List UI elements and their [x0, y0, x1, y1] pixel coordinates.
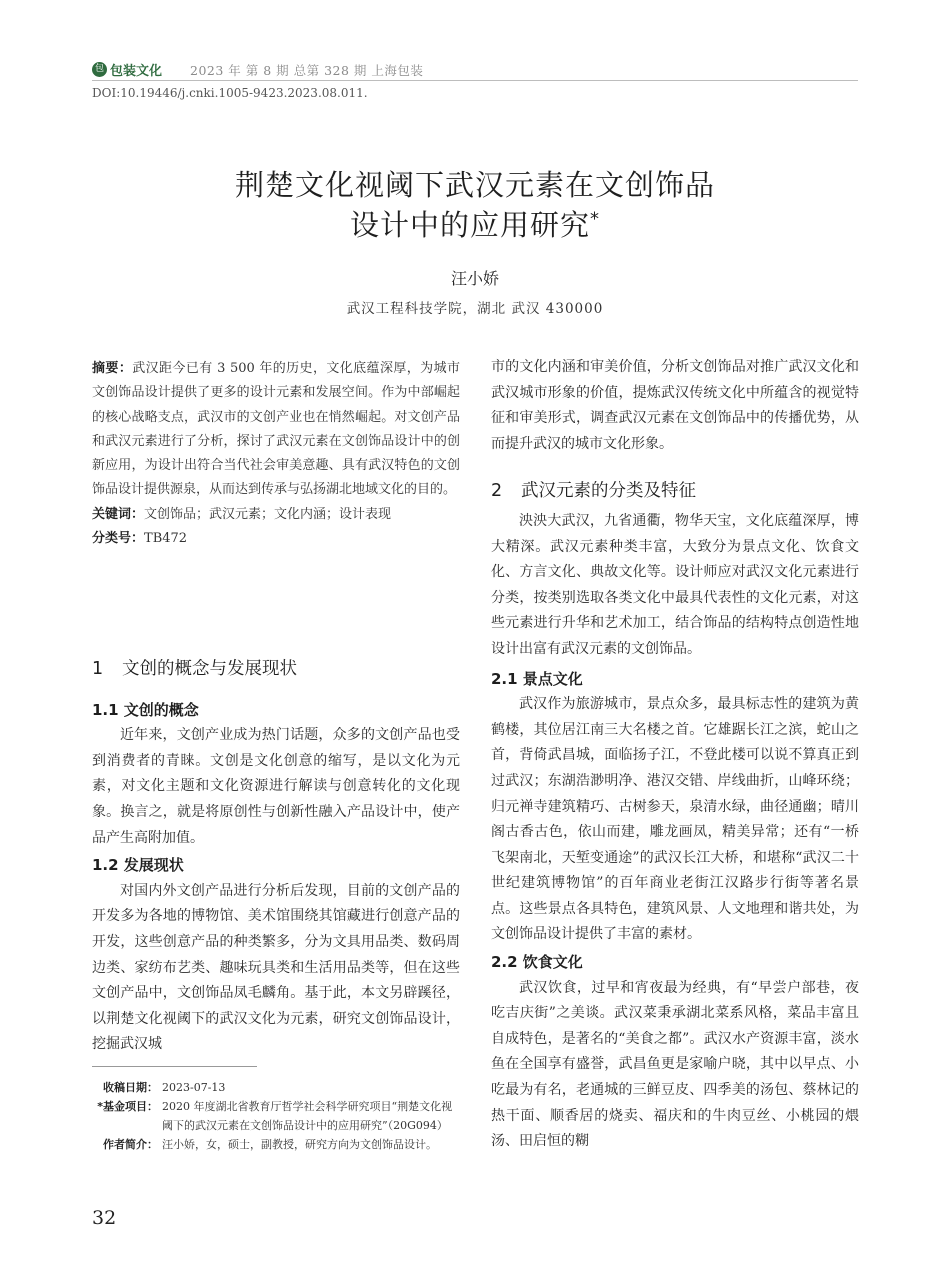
footnote-fund	[92, 1097, 460, 1135]
section-2-1-text: 武汉作为旅游城市，景点众多，最具标志性的建筑为黄鹤楼，其位居江南三大名楼之首。它雄踞长江之滨，蛇山之首，背倚武昌城，面临扬子江，不登此楼可以说不算真正到过武汉；东湖浩渺明净、港汉交错、岸线曲折，山峰环绕；归元禅寺建筑精巧、古树参天，泉清水绿，曲径通幽；晴川阁古香古色，依山而建，雕龙画凤，精美异常；还有“一桥飞架南北，天堑变通途”的武汉长江大桥，和堪称“武汉二十世纪建筑博物馆”的百年商业老街江汉路步行街等著名景点。这些景点各具特色，建筑风景、人文地理和谐共处，为文创饰品设计提供了丰富的素材。	[491, 696, 859, 943]
running-header	[92, 60, 858, 81]
section-2-number: 2	[491, 481, 503, 502]
fund-text: 2020 年度湖北省教育厅哲学社会科学研究项目“荆楚文化视阈下的武汉元素在文创饰品设计中的应用研究”（20G094）	[162, 1100, 453, 1132]
keywords-text: 文创饰品；武汉元素；文化内涵；设计表现	[144, 506, 392, 522]
section-1-1-text: 近年来，文创产业成为热门话题，众多的文创产品也受到消费者的青睐。文创是文化创意的缩写，是以文化为元素，对文化主题和文化资源进行解读与创意转化的文化现象。换言之，就是将原创性与创新性融入产品设计中，使产品产生高附加值。	[92, 727, 460, 846]
bio-text: 汪小娇，女，硕士，副教授，研究方向为文创饰品设计。	[162, 1138, 437, 1151]
abstract-block	[92, 357, 460, 551]
section-1-title: 文创的概念与发展现状	[122, 659, 297, 679]
doi[interactable]: DOI:10.19446/j.cnki.1005-9423.2023.08.011.	[92, 86, 368, 100]
keywords: 关键词：文创饰品；武汉元素；文化内涵；设计表现	[92, 506, 392, 522]
section-1-heading	[92, 657, 460, 683]
section-1-continuation: 市的文化内涵和审美价值，分析文创饰品对推广武汉文化和武汉城市形象的价值，提炼武汉传统文化中所蕴含的视觉特征和审美形式，调查武汉元素在文创饰品中的传播优势，从而提升武汉的城市文化形象。	[491, 359, 859, 452]
right-column	[491, 355, 859, 1155]
abstract-label: 摘要	[92, 361, 119, 376]
class-label: 分类号	[92, 531, 132, 547]
class-code: TB472	[144, 531, 188, 547]
author-name: 汪小娇	[450, 269, 499, 288]
received-label: 收稿日期：	[103, 1081, 158, 1094]
section-2-2-heading: 2.2 饮食文化	[491, 953, 583, 972]
section-2-2-text: 武汉饮食，过早和宵夜最为经典，有“早尝户部巷，夜吃吉庆街”之美谈。武汉菜秉承湖北菜系风格，菜品丰富且自成特色，是著名的“美食之都”。武汉水产资源丰富，淡水鱼在全国享有盛誉，武昌鱼更是家喻户晓，其中以早点、小吃最为有名，老通城的三鲜豆皮、四季美的汤包、蔡林记的热干面、顺香居的烧卖、福庆和的牛肉豆丝、小桃园的煨汤、田启恒的糊	[491, 979, 859, 1150]
section-1-1-heading: 1.1 文创的概念	[92, 700, 199, 719]
fund-marker: *	[590, 208, 600, 230]
footnote-rule	[92, 1066, 257, 1067]
keywords-label: 关键词	[92, 506, 132, 522]
section-2-intro: 泱泱大武汉，九省通衢，物华天宝，文化底蕴深厚，博大精深。武汉元素种类丰富，大致分为景点文化、饮食文化、方言文化、典故文化等。设计师应对武汉文化元素进行分类，按类别选取各类文化中最具代表性的文化元素，对这些元素进行升华和艺术加工，结合饰品的结构特点创造性地设计出富有武汉元素的文创饰品。	[491, 512, 859, 657]
journal-logo-icon: 包	[92, 62, 107, 77]
section-1-number: 1	[92, 659, 104, 679]
bio-label: 作者简介：	[103, 1138, 158, 1151]
footnote-bio	[92, 1135, 460, 1154]
article-title-line-2	[0, 203, 950, 244]
classification: 分类号：TB472	[92, 531, 188, 547]
abstract-text: 武汉距今已有 3 500 年的历史，文化底蕴深厚，为城市文创饰品设计提供了更多的设计元素和发展空间。作为中部崛起的核心战略支点，武汉市的文创产业也在悄然崛起。对文创产品和武汉元素进行了分析，探讨了武汉元素在文创饰品设计中的创新应用，为设计出符合当代社会审美意趣、具有武汉特色的文创饰品设计提供源泉，从而达到传承与弘扬湖北地域文化的目的。	[92, 361, 460, 498]
fund-label: *基金项目：	[97, 1100, 158, 1113]
abstract: 摘要：武汉距今已有 3 500 年的历史，文化底蕴深厚，为城市文创饰品设计提供了更多的设计元素和发展空间。作为中部崛起的核心战略支点，武汉市的文创产业也在悄然崛起。对文创产品和武汉元素进行了分析，探讨了武汉元素在文创饰品设计中的创新应用，为设计出符合当代社会审美意趣、具有武汉特色的文创饰品设计提供源泉，从而达到传承与弘扬湖北地域文化的目的。	[92, 361, 460, 498]
section-2-title: 武汉元素的分类及特征	[521, 481, 696, 502]
article-title-text: 设计中的应用研究	[349, 208, 590, 242]
issue-info: 2023 年 第 8 期 总第 328 期 上海包装	[190, 63, 424, 78]
section-2-heading	[491, 479, 859, 505]
author-affiliation: 武汉工程科技学院，湖北 武汉 430000	[346, 301, 604, 317]
page-number: 32	[92, 1207, 117, 1229]
journal-name: 包装文化	[110, 64, 163, 79]
journal-logo	[92, 60, 162, 79]
footnote-received	[92, 1078, 460, 1097]
article-title-line-1: 荆楚文化视阈下武汉元素在文创饰品	[234, 168, 715, 202]
section-1-2-text: 对国内外文创产品进行分析后发现，目前的文创产品的开发多为各地的博物馆、美术馆围绕其馆藏进行创意产品的开发，这些创意产品的种类繁多，分为文具用品类、数码周边类、家纺布艺类、趣味玩具类和生活用品类等，但在这些文创产品中，文创饰品凤毛麟角。基于此，本文另辟蹊径，以荆楚文化视阈下的武汉文化为元素，研究文创饰品设计，挖掘武汉城	[92, 882, 460, 1053]
footnotes	[92, 1078, 460, 1154]
section-1	[92, 657, 460, 1058]
received-date: 2023-07-13	[162, 1081, 226, 1094]
section-2-1-heading: 2.1 景点文化	[491, 669, 583, 688]
section-1-2-heading: 1.2 发展现状	[92, 856, 184, 875]
